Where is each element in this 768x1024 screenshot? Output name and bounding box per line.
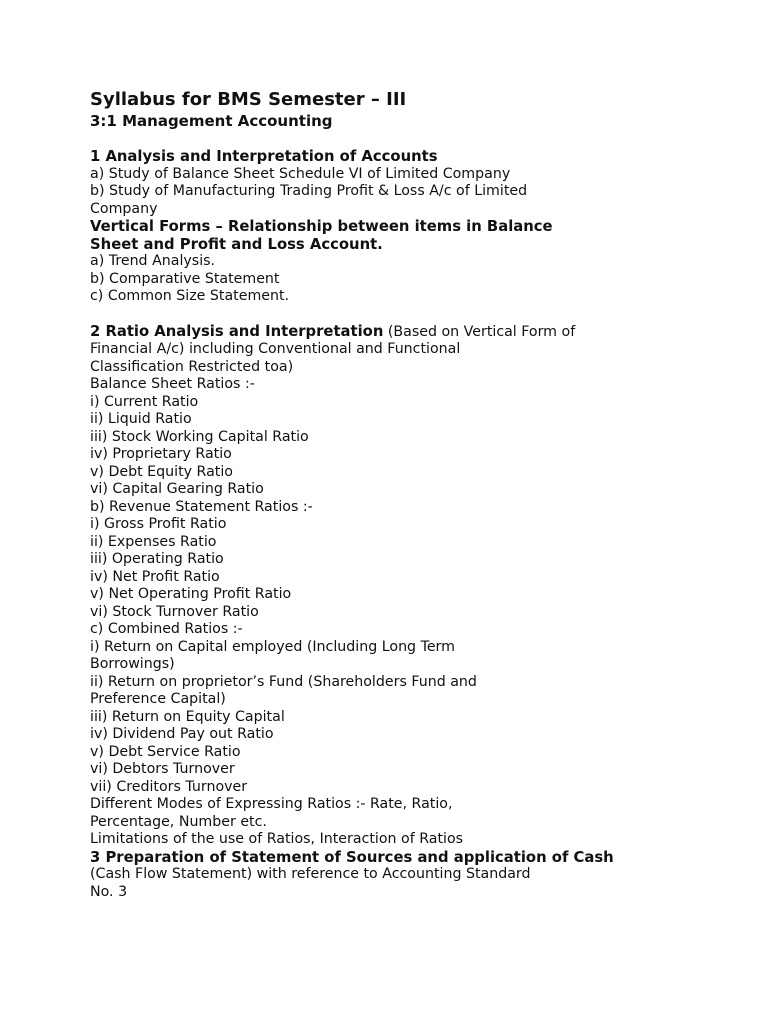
section-2-line: Balance Sheet Ratios :- — [90, 376, 255, 392]
section-1-line: Company — [90, 200, 158, 217]
modes-line: Limitations of the use of Ratios, Interaction of Ratios — [90, 831, 464, 847]
list-item: c) Common Size Statement. — [90, 288, 290, 304]
list-item: a) Trend Analysis. — [90, 253, 216, 269]
list-item: vii) Creditors Turnover — [90, 778, 248, 795]
section-1-line: b) Study of Manufacturing Trading Profit & Loss A/c of Limited — [90, 183, 528, 199]
section-2-heading-note: (Based on Vertical Form of — [383, 323, 576, 340]
list-item: Preference Capital) — [90, 691, 226, 707]
section-1-heading: 1 Analysis and Interpretation of Accounts — [90, 148, 438, 165]
list-item: Borrowings) — [90, 656, 175, 672]
modes-line: Different Modes of Expressing Ratios :- Rate, Ratio, — [90, 796, 453, 812]
spacer — [90, 131, 690, 148]
spacer — [90, 306, 690, 323]
list-item: iv) Net Profit Ratio — [90, 568, 220, 585]
list-item: v) Debt Service Ratio — [90, 743, 241, 760]
vertical-forms-heading: Sheet and Profit and Loss Account. — [90, 235, 383, 253]
section-2-line: Financial A/c) including Conventional and Functional — [90, 341, 461, 357]
section-2-line: Classification Restricted toa) — [90, 358, 294, 375]
list-item: iii) Return on Equity Capital — [90, 708, 285, 725]
list-item: vi) Stock Turnover Ratio — [90, 603, 259, 620]
vertical-forms-heading: Vertical Forms – Relationship between items in Balance — [90, 218, 553, 235]
section-3-heading: 3 Preparation of Statement of Sources and application of Cash — [90, 848, 614, 866]
course-subtitle: 3:1 Management Accounting — [90, 112, 333, 130]
list-item: iv) Proprietary Ratio — [90, 446, 232, 462]
section-2-heading: 2 Ratio Analysis and Interpretation — [90, 322, 384, 340]
list-item: v) Net Operating Profit Ratio — [90, 586, 292, 602]
modes-line: Percentage, Number etc. — [90, 813, 267, 830]
list-item: iii) Stock Working Capital Ratio — [90, 428, 309, 445]
list-item: i) Return on Capital employed (Including Long Term — [90, 638, 455, 655]
section-1-line: a) Study of Balance Sheet Schedule VI of Limited Company — [90, 165, 511, 182]
list-item: vi) Capital Gearing Ratio — [90, 481, 264, 497]
list-item: b) Comparative Statement — [90, 270, 280, 287]
list-item: iv) Dividend Pay out Ratio — [90, 726, 274, 742]
combined-ratios-heading: c) Combined Ratios :- — [90, 621, 243, 637]
section-2-heading-line — [90, 323, 690, 342]
list-item: ii) Liquid Ratio — [90, 411, 192, 427]
list-item: i) Gross Profit Ratio — [90, 516, 227, 532]
list-item: ii) Expenses Ratio — [90, 533, 217, 550]
list-item: i) Current Ratio — [90, 393, 199, 410]
revenue-ratios-heading: b) Revenue Statement Ratios :- — [90, 498, 313, 515]
list-item: ii) Return on proprietor’s Fund (Shareholders Fund and — [90, 673, 477, 690]
list-item: v) Debt Equity Ratio — [90, 463, 233, 480]
section-3-line: No. 3 — [90, 883, 128, 900]
section-3-line: (Cash Flow Statement) with reference to Accounting Standard — [90, 866, 531, 882]
list-item: iii) Operating Ratio — [90, 551, 224, 567]
list-item: vi) Debtors Turnover — [90, 761, 235, 777]
document-page — [90, 88, 690, 901]
page-title: Syllabus for BMS Semester – III — [90, 89, 407, 110]
